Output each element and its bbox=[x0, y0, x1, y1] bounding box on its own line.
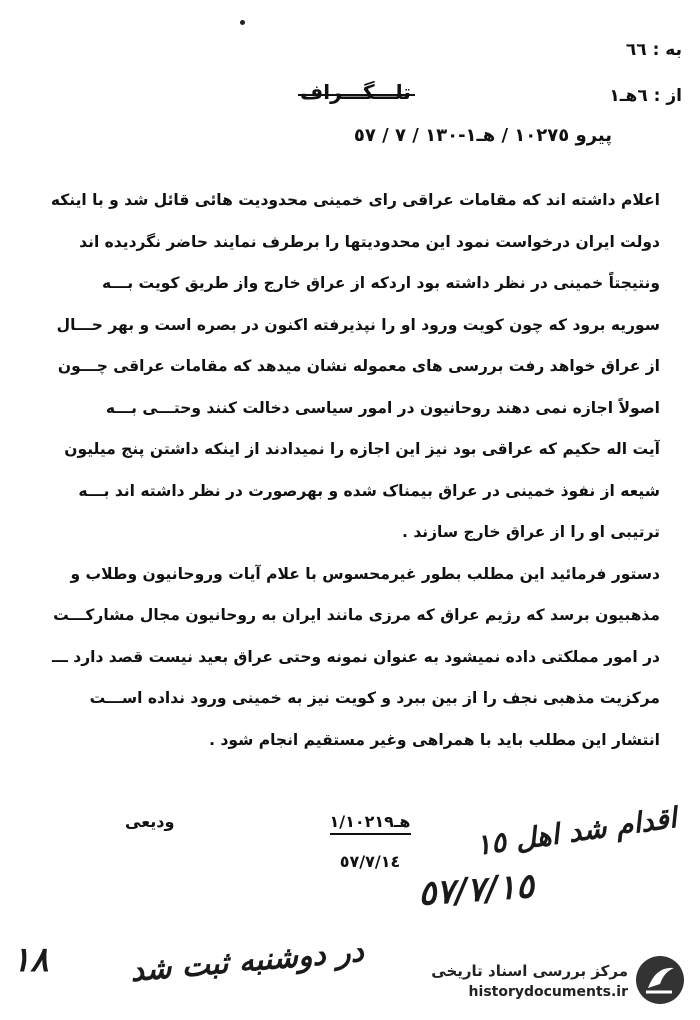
body-line: انتشار این مطلب باید با همراهی وغیر مستقیم انجام شود . bbox=[209, 730, 660, 749]
body-line: دستور فرمائید این مطلب بطور غیرمحسوس با علام آیات وروحانیون وطلاب و bbox=[70, 564, 660, 583]
handwritten-action-note: اقدام شد اهل ١٥ bbox=[473, 801, 679, 862]
watermark-name: مرکز بررسی اسناد تاریخی bbox=[431, 962, 628, 980]
document-title: تلـــگـــراف bbox=[300, 80, 411, 104]
sender-name: ودیعی bbox=[125, 812, 175, 831]
body-line: اعلام داشته اند که مقامات عراقی رای خمینی محدودیت هائی قائل شد و با اینکه bbox=[50, 191, 660, 209]
archive-watermark bbox=[420, 950, 690, 1012]
body-line: دولت ایران درخواست نمود این محدودیتها را برطرف نمایند حاضر نگردیده اند bbox=[79, 232, 660, 251]
body-line: آیت اله حکیم که عراقی بود نیز این اجازه را نمیدادند از اینکه داشتن پنج میلیون bbox=[64, 440, 660, 458]
reference-number-text: هـ١/١٠٢١٩ bbox=[330, 812, 411, 835]
handwritten-archive-note: در دوشنبه ثبت شد bbox=[128, 933, 366, 990]
body-line: مذهبیون برسد که رژیم عراق که مرزی مانند ایران به روحانیون مجال مشارکـــت bbox=[53, 606, 660, 624]
body-line: شیعه از نفوذ خمینی در عراق بیمناک شده و بهرصورت در نظر داشته اند بـــه bbox=[78, 481, 660, 500]
body-line: ونتیجتاً خمینی در نظر داشته بود اردکه از عراق خارج واز طریق کویت بـــه bbox=[102, 274, 660, 292]
body-line: مرکزیت مذهبی نجف را از بین ببرد و کویت نیز به خمینی ورود نداده اســـت bbox=[89, 689, 660, 707]
recipient-line: به : ٦٦ bbox=[625, 40, 682, 60]
body-line: اصولاً اجازه نمی دهند روحانیون در امور سیاسی دخالت کنند وحتـــی بـــه bbox=[105, 398, 660, 417]
sender-line: از : ٦هـ١ bbox=[609, 86, 682, 106]
watermark-url: historydocuments.ir bbox=[468, 984, 628, 1000]
body-line: از عراق خواهد رفت بررسی های معموله نشان میدهد که مقامات عراقی چـــون bbox=[57, 357, 660, 375]
archive-logo-icon bbox=[634, 954, 686, 1006]
body-line: سوریه برود که چون کویت ورود او را نپذیرفته اکنون در بصره است و بهر حـــال bbox=[56, 315, 660, 334]
telegram-body bbox=[30, 180, 660, 761]
reference-line: پیرو ١٠٢٧٥ / هـ١-١٣٠ / ٧ / ٥٧ bbox=[353, 125, 612, 146]
body-line: در امور مملکتی داده نمیشود به عنوان نمونه وحتی عراق بعید نیست قصد دارد ـــ bbox=[51, 647, 660, 666]
handwritten-page-number: ١٨ bbox=[12, 940, 49, 980]
body-line: ترتیبی او را از عراق خارج سازند . bbox=[402, 523, 660, 541]
sender-reference-number bbox=[240, 812, 500, 831]
handwritten-date: ٥٧/٧/١٥ bbox=[416, 865, 536, 915]
sender-reference-date: ٥٧/٧/١٤ bbox=[339, 852, 401, 871]
punch-mark bbox=[240, 20, 245, 25]
